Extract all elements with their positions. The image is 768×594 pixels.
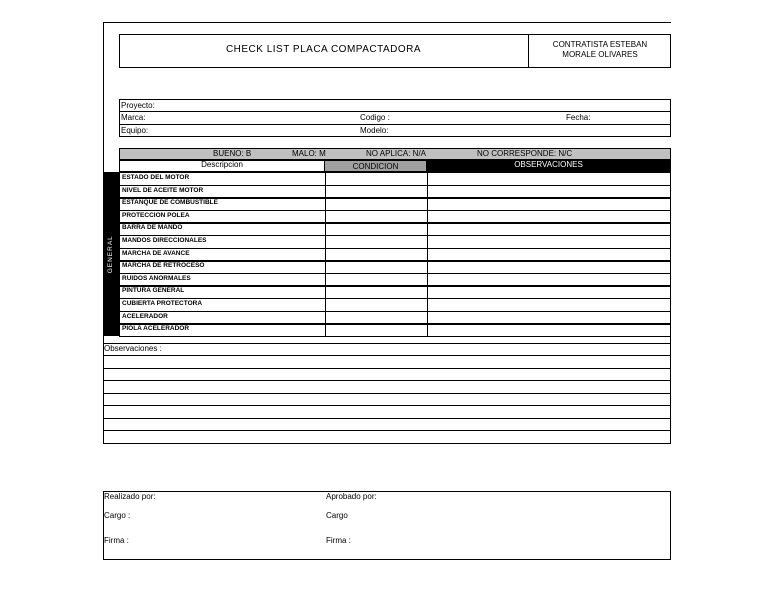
legend-malo: MALO: M: [292, 149, 326, 158]
row-description: PROTECCION POLEA: [122, 212, 190, 219]
cargo-label-right: Cargo: [326, 511, 348, 520]
descripcion-label: Descripcion: [201, 160, 243, 169]
cargo-label-left: Cargo :: [104, 511, 131, 520]
aprobado-label: Aprobado por:: [326, 492, 377, 501]
cell-divider: [427, 298, 428, 312]
observaciones-rule: [103, 343, 671, 344]
firma-label-right: Firma :: [326, 536, 351, 545]
modelo-label: Modelo:: [360, 126, 389, 135]
cell-divider: [427, 285, 428, 299]
cell-divider: [427, 172, 428, 186]
cell-divider: [427, 235, 428, 249]
observaciones-rule: [103, 355, 671, 356]
table-row: [119, 323, 671, 337]
row-description: NIVEL DE ACEITE MOTOR: [122, 187, 204, 194]
observaciones-rule: [103, 418, 671, 419]
table-row: [119, 222, 671, 236]
table-row: [119, 285, 671, 299]
page-top-rule: [103, 22, 671, 23]
info-rule-2: [119, 124, 671, 125]
info-rule-1: [119, 111, 671, 112]
obs-right-rule: [670, 336, 671, 443]
observaciones-rule: [103, 430, 671, 431]
row-description: RUIDOS ANORMALES: [122, 275, 191, 282]
row-description: ESTADO DEL MOTOR: [122, 174, 190, 181]
cell-divider: [427, 260, 428, 274]
observaciones-rule: [103, 405, 671, 406]
row-description: MARCHA DE RETROCESO: [122, 262, 205, 269]
legend-no-aplica: NO APLICA: N/A: [366, 149, 427, 158]
cell-divider: [427, 222, 428, 236]
table-row: [119, 260, 671, 274]
signature-box: [103, 491, 671, 560]
cell-divider: [325, 235, 326, 249]
fecha-label: Fecha:: [566, 113, 591, 122]
row-description: CUBIERTA PROTECTORA: [122, 300, 203, 307]
cell-divider: [325, 298, 326, 312]
firma-label-left: Firma :: [104, 536, 129, 545]
observaciones-rule: [103, 380, 671, 381]
row-description: BARRA DE MANDO: [122, 224, 183, 231]
legend-no-corresponde: NO CORRESPONDE: N/C: [477, 149, 573, 158]
marca-label: Marca:: [121, 113, 146, 122]
row-description: ACELERADOR: [122, 313, 168, 320]
condicion-label: CONDICION: [352, 162, 399, 171]
observaciones-label: Observaciones :: [104, 344, 162, 353]
table-row: [119, 298, 671, 312]
cell-divider: [427, 197, 428, 211]
observaciones-header-label: OBSERVACIONES: [514, 160, 583, 169]
page-title: CHECK LIST PLACA COMPACTADORA: [225, 44, 422, 55]
table-row: [119, 197, 671, 211]
row-description: ESTANQUE DE COMBUSTIBLE: [122, 199, 218, 206]
codigo-label: Codigo :: [360, 113, 390, 122]
row-description: MARCHA DE AVANCE: [122, 250, 190, 257]
cell-divider: [427, 323, 428, 337]
cell-divider: [325, 197, 326, 211]
row-description: MANDOS DIRECCIONALES: [122, 237, 207, 244]
row-description: PINTURA GENERAL: [122, 287, 185, 294]
contractor-line-2: MORALE OLIVARES: [562, 50, 638, 59]
observaciones-rule: [103, 443, 671, 444]
group-label-general: GENERAL: [106, 235, 114, 274]
observaciones-rule: [103, 393, 671, 394]
table-row: [119, 172, 671, 186]
cell-divider: [325, 260, 326, 274]
contractor-line-1: CONTRATISTA ESTEBAN: [552, 40, 648, 49]
cell-divider: [325, 285, 326, 299]
table-row: [119, 235, 671, 249]
equipo-label: Equipo:: [121, 126, 149, 135]
row-description: PIOLA ACELERADOR: [122, 325, 190, 332]
cell-divider: [325, 172, 326, 186]
observaciones-rule: [103, 368, 671, 369]
proyecto-label: Proyecto:: [121, 101, 155, 110]
legend-bueno: BUENO: B: [213, 149, 252, 158]
cell-divider: [325, 222, 326, 236]
realizado-label: Realizado por:: [104, 492, 156, 501]
cell-divider: [325, 323, 326, 337]
